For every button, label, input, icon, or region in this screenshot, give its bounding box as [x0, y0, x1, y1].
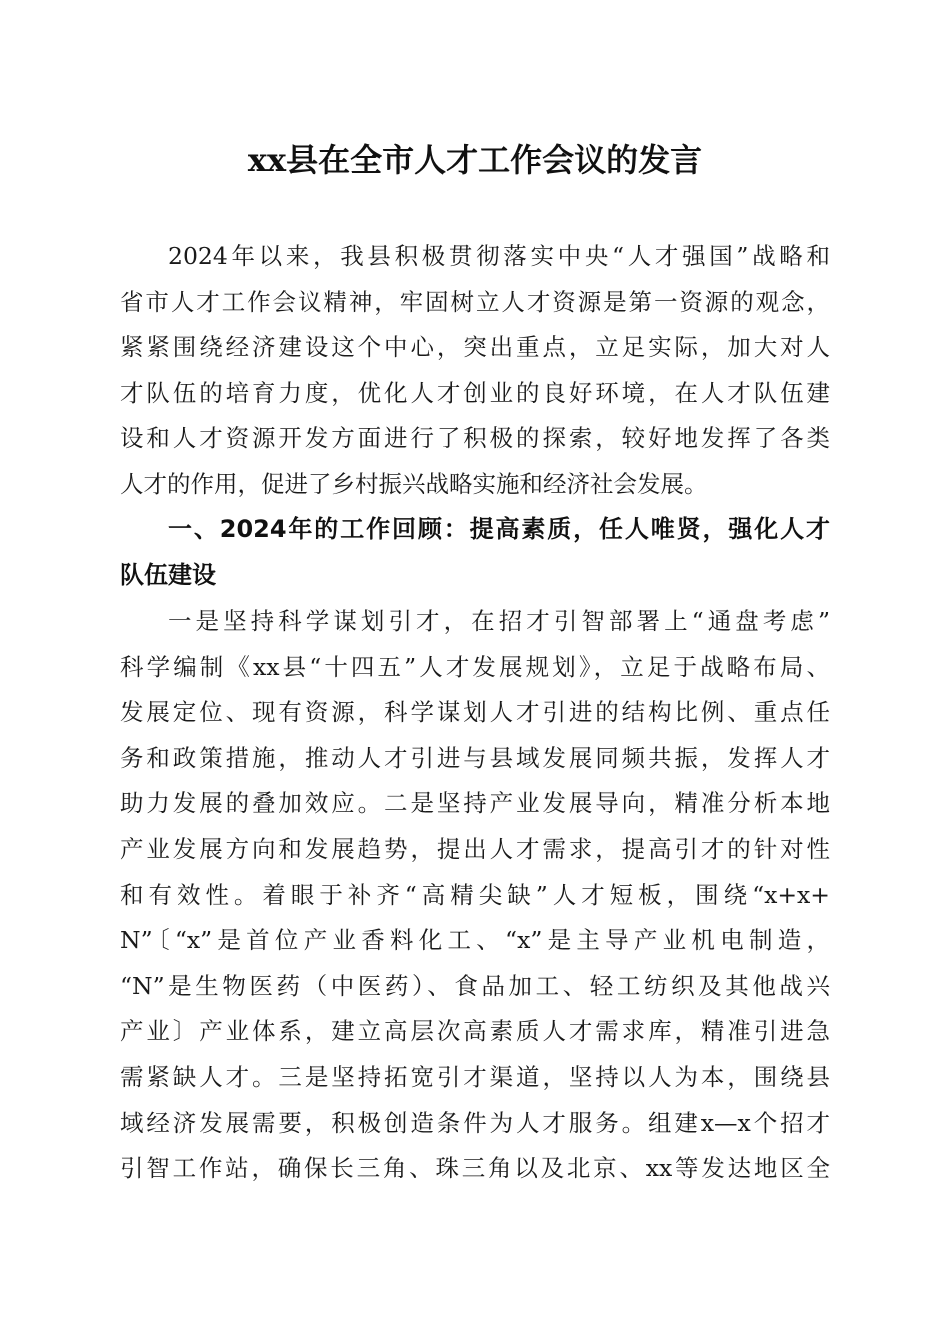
- section-paragraph: [120, 599, 830, 1192]
- text-line: 域经济发展需要，积极创造条件为人才服务。组建x—x个招才: [120, 1108, 830, 1137]
- heading-line: 一、2024年的工作回顾：提高素质，任人唯贤，强化人才: [168, 515, 830, 543]
- heading-line: 队伍建设: [120, 560, 216, 589]
- document-title: xx县在全市人才工作会议的发言: [247, 141, 703, 179]
- text-line: 发展定位、现有资源，科学谋划人才引进的结构比例、重点任: [120, 698, 830, 727]
- text-line: 省市人才工作会议精神，牢固树立人才资源是第一资源的观念，: [120, 287, 830, 316]
- text-line: 引智工作站，确保长三角、珠三角以及北京、xx等发达地区全: [120, 1154, 830, 1183]
- text-line: 产业发展方向和发展趋势，提出人才需求，提高引才的针对性: [120, 834, 830, 863]
- text-line: 需紧缺人才。三是坚持拓宽引才渠道，坚持以人为本，围绕县: [120, 1062, 830, 1091]
- section-heading: [120, 507, 830, 598]
- text-line: 才队伍的培育力度，优化人才创业的良好环境，在人才队伍建: [120, 378, 830, 407]
- text-line: 务和政策措施，推动人才引进与县域发展同频共振，发挥人才: [120, 743, 830, 772]
- text-line: 和有效性。着眼于补齐“高精尖缺”人才短板，围绕“x+x+: [120, 880, 830, 909]
- text-line: 人才的作用，促进了乡村振兴战略实施和经济社会发展。: [120, 469, 708, 498]
- text-line: “N”是生物医药（中医药）、食品加工、轻工纺织及其他战兴: [120, 971, 830, 1000]
- text-line: 助力发展的叠加效应。二是坚持产业发展导向，精准分析本地: [120, 789, 830, 818]
- text-line: N”〔“x”是首位产业香料化工、“x”是主导产业机电制造，: [120, 926, 830, 955]
- text-line: 科学编制《xx县“十四五”人才发展规划》，立足于战略布局、: [120, 652, 830, 681]
- text-line: 2024年以来，我县积极贯彻落实中央“人才强国”战略和: [168, 242, 830, 270]
- text-line: 紧紧围绕经济建设这个中心，突出重点，立足实际，加大对人: [120, 333, 830, 362]
- intro-paragraph: [120, 234, 830, 508]
- text-line: 产业〕产业体系，建立高层次高素质人才需求库，精准引进急: [120, 1017, 830, 1046]
- text-line: 设和人才资源开发方面进行了积极的探索，较好地发挥了各类: [120, 424, 830, 453]
- text-line: 一是坚持科学谋划引才，在招才引智部署上“通盘考虑”: [168, 607, 830, 635]
